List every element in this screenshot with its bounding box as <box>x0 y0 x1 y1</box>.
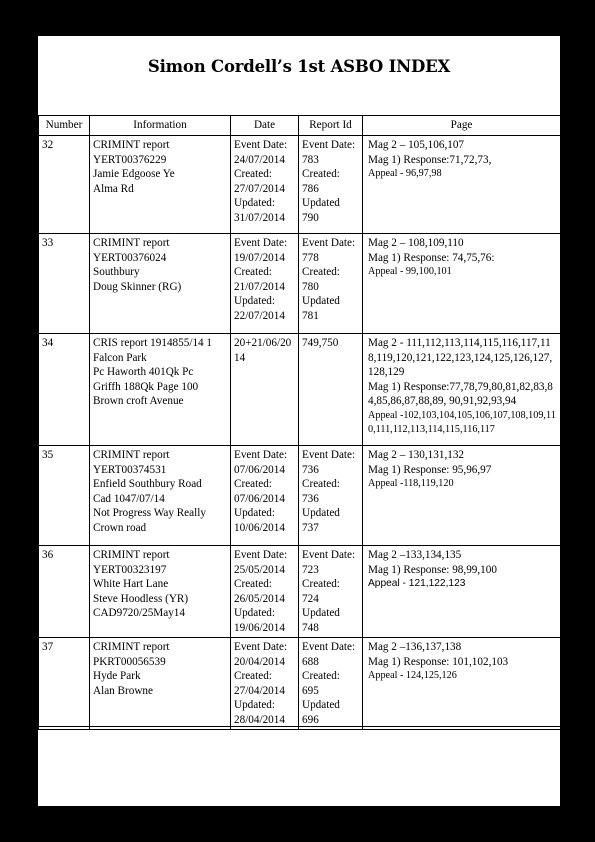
cell-information-line: Brown croft Avenue <box>93 395 184 407</box>
table-row <box>39 638 561 730</box>
cell-page-line: Mag 1) Response:71,72,73, <box>368 153 492 166</box>
cell-information-line: CRIMINT report <box>93 237 170 249</box>
cell-report-id-line: 723 <box>302 563 319 576</box>
cell-page-line: Mag 1) Response: 74,75,76: <box>368 251 495 264</box>
cell-information-line: Griffh 188Qk Page 100 <box>93 380 199 393</box>
cell-information-line: CRIMINT report <box>93 139 170 151</box>
cell-page-line: Mag 2 - 111,112,113,114,115,116,117,118,119,120,121,122,123,124,125,126,127,128,129 <box>368 337 553 378</box>
header-report-id: Report Id <box>299 116 363 136</box>
cell-report-id-line: Event Date: <box>302 449 356 461</box>
cell-date-line: Updated: <box>234 295 276 307</box>
cell-report-id-line: 696 <box>302 713 319 726</box>
cell-information <box>90 334 231 446</box>
cell-report-id-line: 781 <box>302 309 319 322</box>
cell-page-line: Mag 2 –136,137,138 <box>368 641 462 653</box>
cell-report-id-line: Created: <box>302 266 340 278</box>
cell-date-line: 27/04/2014 <box>234 684 285 697</box>
cell-report-id-line: Created: <box>302 670 340 682</box>
document-title: Simon Cordell’s 1st ASBO INDEX <box>147 57 451 76</box>
cell-report-id-line: 749,750 <box>302 337 339 349</box>
cell-information-line: YERT00376024 <box>93 251 167 264</box>
cell-date-line: Created: <box>234 578 272 590</box>
cell-date-line: 25/05/2014 <box>234 563 285 576</box>
cell-date-line: 10/06/2014 <box>234 521 285 534</box>
cell-information-line: Alma Rd <box>93 182 134 195</box>
cell-date <box>231 334 299 446</box>
cell-page-line: Mag 2 – 130,131,132 <box>368 449 465 461</box>
cell-report-id-line: 688 <box>302 655 319 668</box>
cell-report-id <box>299 136 363 234</box>
cell-date <box>231 234 299 334</box>
cell-information-line: Enfield Southbury Road <box>93 478 202 490</box>
cell-information-line: YERT00376229 <box>93 153 167 166</box>
cell-report-id-line: Created: <box>302 478 340 490</box>
cell-page-line: Appeal - 124,125,126 <box>368 670 457 681</box>
cell-report-id-line: Updated <box>302 699 340 711</box>
cell-date-line: Created: <box>234 168 272 180</box>
cell-information <box>90 136 231 234</box>
header-page: Page <box>363 116 561 136</box>
cell-date <box>231 446 299 546</box>
cell-number: 36 <box>39 546 90 638</box>
cell-date-line: 19/06/2014 <box>234 621 285 634</box>
cell-report-id-line: 748 <box>302 621 319 634</box>
cell-page-line: Mag 2 – 105,106,107 <box>368 139 465 151</box>
cell-date-line: Event Date: <box>234 549 288 561</box>
cell-report-id-line: Event Date: <box>302 641 356 653</box>
cell-date-line: Event Date: <box>234 449 288 461</box>
cell-report-id <box>299 546 363 638</box>
cell-information-line: Southbury <box>93 266 140 278</box>
cell-report-id-line: Event Date: <box>302 549 356 561</box>
cell-date-line: 24/07/2014 <box>234 153 285 166</box>
table-row <box>39 234 561 334</box>
cell-date-line: 26/05/2014 <box>234 592 285 605</box>
asbo-index-table <box>38 115 561 730</box>
cell-information-line: YERT00323197 <box>93 563 167 576</box>
cell-report-id-line: Updated <box>302 197 340 209</box>
cell-page-line: Mag 2 – 108,109,110 <box>368 237 464 249</box>
cell-date-line: 07/06/2014 <box>234 463 285 476</box>
header-number: Number <box>39 116 90 136</box>
cell-number: 34 <box>39 334 90 446</box>
cell-date-line: Updated: <box>234 699 276 711</box>
cell-date-line: Event Date: <box>234 641 288 653</box>
header-date: Date <box>231 116 299 136</box>
cell-date-line: 22/07/2014 <box>234 309 285 322</box>
cell-date-line: Updated: <box>234 607 276 619</box>
cell-information-line: CRIMINT report <box>93 449 170 461</box>
cell-date-line: 31/07/2014 <box>234 211 285 224</box>
cell-report-id-line: Event Date: <box>302 237 356 249</box>
cell-information-line: CAD9720/25May14 <box>93 607 185 619</box>
cell-report-id-line: Event Date: <box>302 139 356 151</box>
cell-page-line: Mag 1) Response: 101,102,103 <box>368 655 509 668</box>
cell-page-line: Appeal - 96,97,98 <box>368 168 442 179</box>
cell-information-line: Falcon Park <box>93 351 147 364</box>
cell-report-id <box>299 334 363 446</box>
cell-date-line: 20/04/2014 <box>234 655 285 668</box>
cell-date-line: 21/07/2014 <box>234 280 285 293</box>
cell-date-line: Created: <box>234 266 272 278</box>
cell-report-id-line: 778 <box>302 251 319 264</box>
cell-date-line: Updated: <box>234 507 276 519</box>
cell-report-id-line: Updated <box>302 507 340 519</box>
cell-page-line: Appeal -102,103,104,105,106,107,108,109,110,111,112,113,114,115,116,117 <box>368 409 556 435</box>
cell-information-line: CRIS report 1914855/14 1 <box>93 337 213 349</box>
cell-report-id-line: 780 <box>302 280 319 293</box>
cell-page-line: Appeal - 99,100,101 <box>368 266 452 277</box>
cell-report-id-line: 736 <box>302 463 319 476</box>
cell-page <box>363 446 561 546</box>
cell-report-id <box>299 446 363 546</box>
document-page <box>38 36 560 806</box>
cell-page <box>363 234 561 334</box>
cell-information-line: Crown road <box>93 521 147 534</box>
cell-date-line: 07/06/2014 <box>234 492 285 505</box>
cell-page <box>363 136 561 234</box>
cell-information-line: PKRT00056539 <box>93 655 166 668</box>
table-body <box>39 136 561 730</box>
table-row <box>39 446 561 546</box>
cell-date-line: Created: <box>234 478 272 490</box>
cell-date <box>231 638 299 730</box>
cell-information-line: Alan Browne <box>93 684 153 697</box>
cell-information-line: Steve Hoodless (YR) <box>93 592 189 605</box>
cell-report-id-line: Updated <box>302 295 340 307</box>
cell-date-line: Updated: <box>234 197 276 209</box>
cell-date <box>231 136 299 234</box>
cell-information-line: CRIMINT report <box>93 641 170 653</box>
cell-report-id-line: 724 <box>302 592 319 605</box>
cell-date-line: Event Date: <box>234 237 288 249</box>
table-header-row <box>39 116 561 136</box>
table-row <box>39 136 561 234</box>
cell-report-id-line: 737 <box>302 521 319 534</box>
cell-information-line: Hyde Park <box>93 670 141 682</box>
cell-number: 32 <box>39 136 90 234</box>
cell-number: 33 <box>39 234 90 334</box>
cell-date-line: 19/07/2014 <box>234 251 285 264</box>
cell-page-line: Mag 1) Response:77,78,79,80,81,82,83,84,85,86,87,88,89, 90,91,92,93,94 <box>368 380 553 407</box>
cell-page-line: Mag 1) Response: 98,99,100 <box>368 563 497 576</box>
cell-information <box>90 546 231 638</box>
cell-date-line: 20+21/06/2014 <box>234 337 292 364</box>
cell-report-id <box>299 234 363 334</box>
table-row <box>39 334 561 446</box>
cell-page <box>363 334 561 446</box>
cell-number: 37 <box>39 638 90 730</box>
cell-information <box>90 234 231 334</box>
cell-report-id-line: Updated <box>302 607 340 619</box>
cell-information <box>90 638 231 730</box>
cell-report-id-line: 783 <box>302 153 319 166</box>
cell-report-id-line: 695 <box>302 684 319 697</box>
header-information: Information <box>90 116 231 136</box>
cell-report-id-line: Created: <box>302 578 340 590</box>
cell-page <box>363 638 561 730</box>
cell-report-id-line: 736 <box>302 492 319 505</box>
cell-date-line: Created: <box>234 670 272 682</box>
bottom-rule <box>38 726 560 727</box>
cell-information-line: Pc Haworth 401Qk Pc <box>93 366 194 378</box>
cell-report-id-line: 790 <box>302 211 319 224</box>
cell-information-line: CRIMINT report <box>93 549 170 561</box>
cell-date-line: 28/04/2014 <box>234 713 285 726</box>
cell-information-line: Doug Skinner (RG) <box>93 280 182 293</box>
cell-information-line: YERT00374531 <box>93 463 167 476</box>
cell-report-id <box>299 638 363 730</box>
cell-page-line: Mag 2 –133,134,135 <box>368 549 462 561</box>
cell-information <box>90 446 231 546</box>
cell-number: 35 <box>39 446 90 546</box>
cell-page <box>363 546 561 638</box>
cell-date-line: 27/07/2014 <box>234 182 285 195</box>
cell-information-line: White Hart Lane <box>93 578 169 590</box>
cell-information-line: Not Progress Way Really <box>93 507 206 519</box>
table-row <box>39 546 561 638</box>
cell-page-line: Appeal - 121,122,123 <box>368 578 466 589</box>
cell-information-line: Cad 1047/07/14 <box>93 492 165 505</box>
cell-date <box>231 546 299 638</box>
cell-page-line: Mag 1) Response: 95,96,97 <box>368 463 492 476</box>
cell-report-id-line: 786 <box>302 182 319 195</box>
cell-report-id-line: Created: <box>302 168 340 180</box>
cell-information-line: Jamie Edgoose Ye <box>93 168 175 180</box>
cell-date-line: Event Date: <box>234 139 288 151</box>
cell-page-line: Appeal -118,119,120 <box>368 478 454 489</box>
